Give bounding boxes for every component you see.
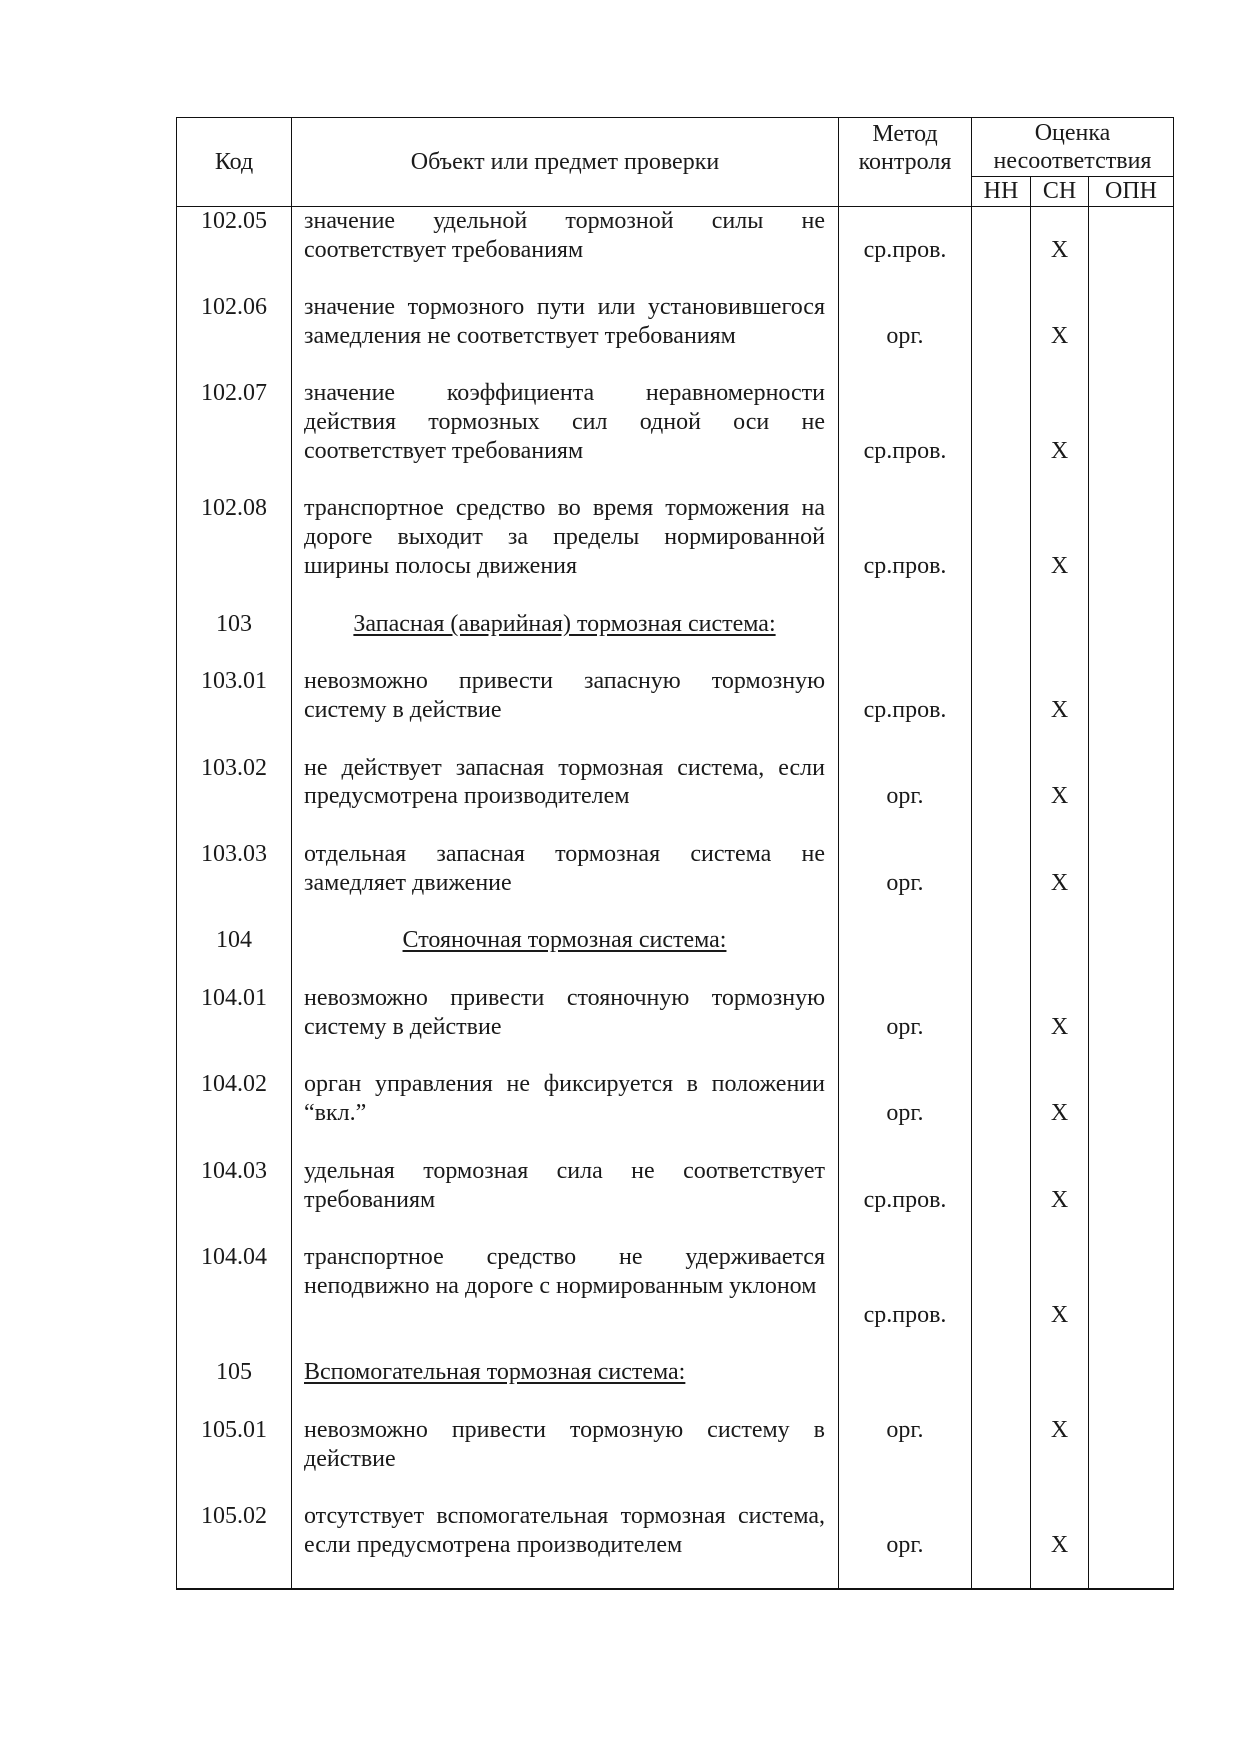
row-sn-mark: X: [1031, 1070, 1089, 1156]
row-code: 104.02: [177, 1070, 292, 1156]
row-nn-mark: [972, 494, 1031, 609]
row-sn-mark: X: [1031, 379, 1089, 494]
row-opn-mark: [1089, 754, 1174, 840]
row-sn-mark: X: [1031, 1502, 1089, 1588]
row-description: значение удельной тормозной силы не соответствует требованиям: [292, 207, 839, 293]
row-code: 104.04: [177, 1243, 292, 1358]
header-object: Объект или предмет проверки: [292, 118, 839, 207]
row-description: не действует запасная тормозная система, если предусмотрена производителем: [292, 754, 839, 840]
row-method: ср.пров.: [839, 667, 972, 753]
row-sn-mark: X: [1031, 984, 1089, 1070]
header-assessment-line2: несоответствия: [993, 148, 1152, 174]
row-method: орг.: [839, 1502, 972, 1588]
header-opn: ОПН: [1089, 177, 1174, 207]
row-nn-mark: [972, 1416, 1031, 1502]
row-sn-mark: X: [1031, 754, 1089, 840]
row-description: значение коэффициента неравномерности действия тормозных сил одной оси не соответствует требованиям: [292, 379, 839, 494]
row-method: ср.пров.: [839, 1157, 972, 1243]
header-code: Код: [177, 118, 292, 207]
row-description: невозможно привести стояночную тормозную систему в действие: [292, 984, 839, 1070]
section-title-text: Стояночная тормозная система:: [402, 927, 727, 954]
section-title: [292, 610, 839, 668]
row-method: орг.: [839, 293, 972, 379]
row-code: 103.02: [177, 754, 292, 840]
row-description: орган управления не фиксируется в положении “вкл.”: [292, 1070, 839, 1156]
row-code: 102.06: [177, 293, 292, 379]
row-code: 103.01: [177, 667, 292, 753]
row-code: 105.02: [177, 1502, 292, 1588]
row-description: значение тормозного пути или установившегося замедления не соответствует требованиям: [292, 293, 839, 379]
section-title-text: Запасная (аварийная) тормозная система:: [353, 610, 776, 637]
row-opn-mark: [1089, 1243, 1174, 1358]
row-method: орг.: [839, 754, 972, 840]
row-method: орг.: [839, 1416, 972, 1502]
table-row: [177, 1243, 1174, 1358]
row-nn-mark: [972, 207, 1031, 293]
row-description: невозможно привести запасную тормозную систему в действие: [292, 667, 839, 753]
table-row: [177, 1157, 1174, 1243]
row-sn-mark: X: [1031, 207, 1089, 293]
table-row: [177, 1416, 1174, 1502]
row-opn-mark: [1089, 1070, 1174, 1156]
section-code: 104: [177, 926, 292, 984]
row-opn-mark: [1089, 207, 1174, 293]
row-description: невозможно привести тормозную систему в действие: [292, 1416, 839, 1502]
table-row: [177, 754, 1174, 840]
row-sn-mark: X: [1031, 667, 1089, 753]
row-code: 104.01: [177, 984, 292, 1070]
header-assessment-line1: Оценка: [1034, 120, 1111, 146]
row-sn-mark: X: [1031, 293, 1089, 379]
row-method: ср.пров.: [839, 1243, 972, 1358]
row-sn-mark: X: [1031, 1243, 1089, 1358]
table-row: [177, 293, 1174, 379]
row-method: ср.пров.: [839, 494, 972, 609]
table-row: [177, 1070, 1174, 1156]
header-method: [839, 118, 972, 207]
row-method: ср.пров.: [839, 379, 972, 494]
row-nn-mark: [972, 293, 1031, 379]
row-code: 103.03: [177, 840, 292, 926]
section-title: [292, 926, 839, 984]
row-nn-mark: [972, 1502, 1031, 1588]
row-sn-mark: X: [1031, 1416, 1089, 1502]
row-opn-mark: [1089, 494, 1174, 609]
row-description: отсутствует вспомогательная тормозная система, если предусмотрена производителем: [292, 1502, 839, 1588]
table-row: [177, 1502, 1174, 1588]
row-method: орг.: [839, 1070, 972, 1156]
row-code: 102.07: [177, 379, 292, 494]
table-row: [177, 840, 1174, 926]
header-nn: НН: [972, 177, 1031, 207]
row-code: 105.01: [177, 1416, 292, 1502]
section-title-text: Вспомогательная тормозная система:: [304, 1359, 686, 1386]
table-row: [177, 379, 1174, 494]
row-nn-mark: [972, 379, 1031, 494]
header-sn: СН: [1031, 177, 1089, 207]
header-assessment: [972, 118, 1174, 177]
table-header: [177, 118, 1174, 207]
row-description: транспортное средство не удерживается неподвижно на дороге с нормированным уклоном: [292, 1243, 839, 1358]
row-sn-mark: X: [1031, 494, 1089, 609]
section-row: [177, 610, 1174, 668]
row-description: удельная тормозная сила не соответствует требованиям: [292, 1157, 839, 1243]
row-method: орг.: [839, 984, 972, 1070]
row-opn-mark: [1089, 379, 1174, 494]
row-nn-mark: [972, 840, 1031, 926]
row-opn-mark: [1089, 1416, 1174, 1502]
row-opn-mark: [1089, 1502, 1174, 1588]
header-method-line1: Метод: [872, 121, 938, 147]
section-title: [292, 1358, 839, 1416]
row-sn-mark: X: [1031, 840, 1089, 926]
table-row: [177, 667, 1174, 753]
row-opn-mark: [1089, 840, 1174, 926]
inspection-table: [176, 117, 1174, 1590]
row-code: 104.03: [177, 1157, 292, 1243]
row-description: транспортное средство во время торможения на дороге выходит за пределы нормированной ширины полосы движения: [292, 494, 839, 609]
row-nn-mark: [972, 1243, 1031, 1358]
table-row: [177, 494, 1174, 609]
table-row: [177, 207, 1174, 293]
row-sn-mark: X: [1031, 1157, 1089, 1243]
table-row: [177, 984, 1174, 1070]
row-method: орг.: [839, 840, 972, 926]
row-opn-mark: [1089, 667, 1174, 753]
row-opn-mark: [1089, 293, 1174, 379]
row-opn-mark: [1089, 984, 1174, 1070]
section-row: [177, 926, 1174, 984]
section-code: 105: [177, 1358, 292, 1416]
header-method-line2: контроля: [858, 149, 952, 175]
row-opn-mark: [1089, 1157, 1174, 1243]
row-nn-mark: [972, 1070, 1031, 1156]
row-nn-mark: [972, 667, 1031, 753]
row-method: ср.пров.: [839, 207, 972, 293]
row-code: 102.08: [177, 494, 292, 609]
section-row: [177, 1358, 1174, 1416]
row-description: отдельная запасная тормозная система не замедляет движение: [292, 840, 839, 926]
section-code: 103: [177, 610, 292, 668]
row-nn-mark: [972, 984, 1031, 1070]
row-code: 102.05: [177, 207, 292, 293]
row-nn-mark: [972, 1157, 1031, 1243]
row-nn-mark: [972, 754, 1031, 840]
